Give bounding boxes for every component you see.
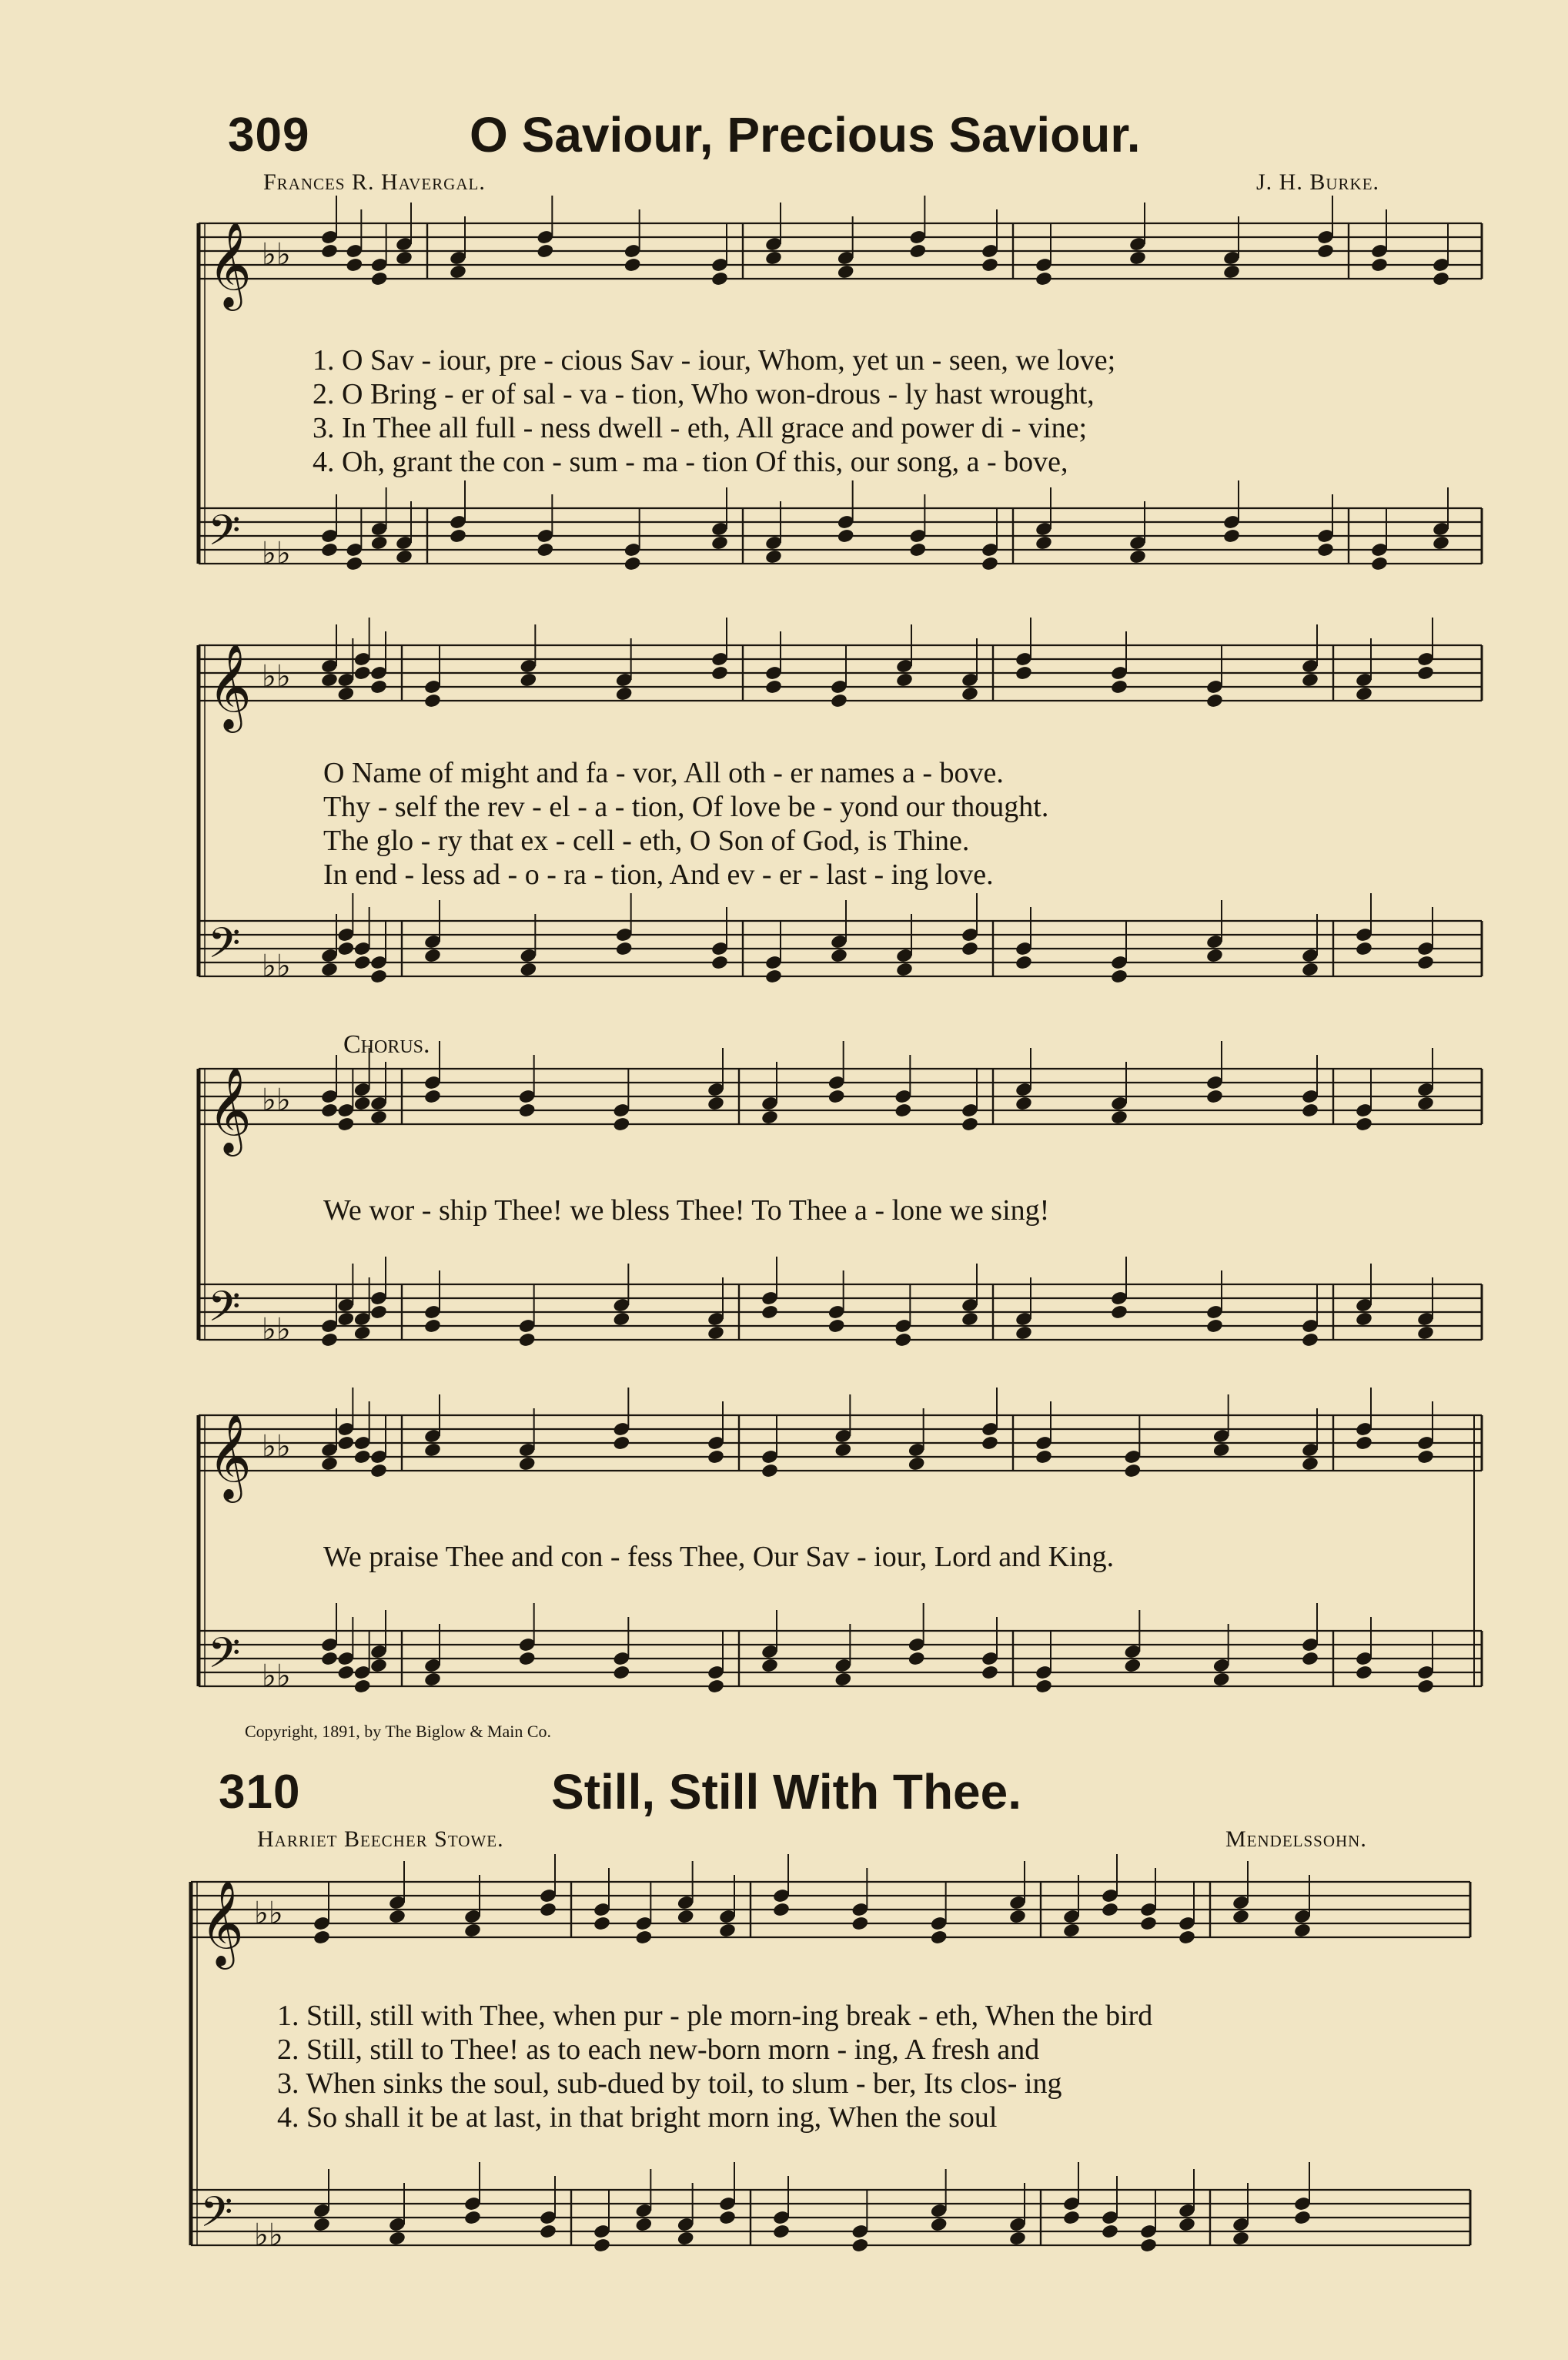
note-head <box>908 1651 926 1667</box>
hymn-310-verse-2: 2. Still, still to Thee! as to each new-born morn - ing, A fresh and <box>277 2034 1040 2066</box>
verse-1-line-2: O Name of might and fa - vor, All oth - er names a - bove. <box>323 757 1004 789</box>
note-head <box>612 1311 630 1327</box>
note-head <box>369 1463 388 1479</box>
copyright-notice: Copyright, 1891, by The Biglow & Main Co. <box>245 1722 552 1741</box>
note-head <box>1293 1923 1312 1939</box>
note-head <box>718 2210 737 2226</box>
note-head <box>423 1089 442 1105</box>
note-head <box>612 1116 630 1133</box>
note-head <box>423 1672 442 1688</box>
treble-clef-icon: 𝄞 <box>208 1066 252 1153</box>
note-head <box>370 535 389 551</box>
verse-4-line-2: In end - less ad - o - ra - tion, And ev - er - last - ing love. <box>323 859 994 891</box>
note-head <box>837 528 855 544</box>
hymn-310-verse-4: 4. So shall it be at last, in that bright morn ing, When the soul <box>277 2101 998 2134</box>
note-head <box>930 2217 948 2233</box>
note-head <box>710 665 729 681</box>
note-head <box>634 2217 653 2233</box>
note-head <box>827 1318 846 1334</box>
note-head <box>353 1096 372 1112</box>
note-head <box>336 1665 355 1681</box>
note-head <box>353 955 372 971</box>
verse-1-line-1: 1. O Sav - iour, pre - cious Sav - iour, Whom, yet un - seen, we love; <box>313 344 1116 377</box>
note-head <box>894 1103 912 1119</box>
note-head <box>1110 1304 1128 1321</box>
note-head <box>894 1332 912 1348</box>
key-signature-icon: ♭♭ <box>262 1083 291 1118</box>
note-head <box>518 1332 537 1348</box>
note-head <box>336 941 355 957</box>
note-head <box>707 1325 725 1341</box>
note-head <box>761 1304 779 1321</box>
note-head <box>463 2210 482 2226</box>
note-head <box>395 549 413 565</box>
note-head <box>369 1304 388 1321</box>
note-head <box>961 941 979 957</box>
note-head <box>1123 1463 1142 1479</box>
note-head <box>1416 1096 1435 1112</box>
verse-4-line-1: 4. Oh, grant the con - sum - ma - tion Of this, our song, a - bove, <box>313 446 1068 478</box>
note-head <box>423 693 442 709</box>
note-head <box>536 243 554 259</box>
note-head <box>830 948 848 964</box>
key-signature-icon: ♭♭ <box>262 1312 291 1347</box>
hymn-310-number: 310 <box>219 1766 301 1819</box>
note-head <box>369 679 388 695</box>
note-head <box>369 969 388 985</box>
note-head <box>981 1435 999 1451</box>
note-head <box>1355 1665 1373 1681</box>
hymn-310-composer: Mendelssohn. <box>1225 1826 1367 1852</box>
note-head <box>1416 1679 1435 1695</box>
note-head <box>353 665 372 681</box>
note-head <box>851 2238 869 2254</box>
note-head <box>345 556 363 572</box>
key-signature-icon: ♭♭ <box>262 237 291 273</box>
note-head <box>1015 1096 1033 1112</box>
note-head <box>1110 1110 1128 1126</box>
note-head <box>612 1665 630 1681</box>
note-head <box>313 1930 331 1946</box>
note-head <box>518 1103 537 1119</box>
note-head <box>1355 686 1373 702</box>
note-head <box>449 528 467 544</box>
note-head <box>320 243 339 259</box>
key-signature-icon: ♭♭ <box>254 2218 283 2253</box>
note-head <box>1355 1311 1373 1327</box>
note-head <box>981 257 999 273</box>
note-head <box>624 556 642 572</box>
note-head <box>1370 556 1389 572</box>
note-head <box>677 2231 695 2247</box>
note-head <box>593 1916 611 1932</box>
bass-clef-icon: 𝄢 <box>208 1629 241 1688</box>
note-head <box>1416 665 1435 681</box>
note-head <box>320 672 339 688</box>
note-head <box>423 1442 442 1458</box>
note-head <box>539 2224 557 2240</box>
note-head <box>1212 1442 1231 1458</box>
chorus-line-1: We wor - ship Thee! we bless Thee! To Thee a - lone we sing! <box>323 1194 1050 1227</box>
note-head <box>1110 679 1128 695</box>
note-head <box>1316 542 1335 558</box>
note-head <box>539 1902 557 1918</box>
note-head <box>961 1116 979 1133</box>
verse-3-line-2: The glo - ry that ex - cell - eth, O Son of God, is Thine. <box>323 825 970 857</box>
note-head <box>536 542 554 558</box>
bass-clef-icon: 𝄢 <box>208 919 241 978</box>
note-head <box>320 962 339 978</box>
note-head <box>772 1902 791 1918</box>
note-head <box>1035 1449 1053 1465</box>
note-head <box>369 1658 388 1674</box>
note-head <box>1101 2224 1119 2240</box>
note-head <box>1355 941 1373 957</box>
note-head <box>615 686 634 702</box>
note-head <box>930 1930 948 1946</box>
note-head <box>518 1651 537 1667</box>
hymn-310-verse-1: 1. Still, still with Thee, when pur - ple morn-ing break - eth, When the bird <box>277 2000 1153 2032</box>
key-signature-icon: ♭♭ <box>262 1429 291 1465</box>
note-head <box>1222 528 1241 544</box>
note-head <box>388 1909 406 1925</box>
note-head <box>624 257 642 273</box>
note-head <box>961 686 979 702</box>
note-head <box>1035 535 1053 551</box>
note-head <box>718 1923 737 1939</box>
note-head <box>1301 1456 1319 1472</box>
note-head <box>1355 1435 1373 1451</box>
note-head <box>423 1318 442 1334</box>
note-head <box>369 1110 388 1126</box>
note-head <box>1035 1679 1053 1695</box>
note-head <box>1008 1909 1027 1925</box>
note-head <box>353 1679 372 1695</box>
note-head <box>764 969 783 985</box>
key-signature-icon: ♭♭ <box>262 659 291 695</box>
note-head <box>764 250 783 266</box>
note-head <box>707 1679 725 1695</box>
note-head <box>336 1435 355 1451</box>
note-head <box>707 1096 725 1112</box>
note-head <box>707 1449 725 1465</box>
note-head <box>336 1311 355 1327</box>
note-head <box>615 941 634 957</box>
note-head <box>1062 1923 1081 1939</box>
note-head <box>1293 2210 1312 2226</box>
hymn-310-author: Harriet Beecher Stowe. <box>257 1826 504 1852</box>
note-head <box>353 1449 372 1465</box>
note-head <box>1301 962 1319 978</box>
note-head <box>1015 955 1033 971</box>
note-head <box>772 2224 791 2240</box>
note-head <box>388 2231 406 2247</box>
note-head <box>710 271 729 287</box>
note-head <box>827 1089 846 1105</box>
note-head <box>1355 1116 1373 1133</box>
note-head <box>1370 257 1389 273</box>
bass-clef-icon: 𝄢 <box>208 506 241 565</box>
note-head <box>1416 1449 1435 1465</box>
note-head <box>1301 1651 1319 1667</box>
note-head <box>981 1665 999 1681</box>
note-head <box>1222 264 1241 280</box>
note-head <box>1101 1902 1119 1918</box>
note-head <box>336 1116 355 1133</box>
note-head <box>313 2217 331 2233</box>
verse-3-line-1: 3. In Thee all full - ness dwell - eth, All grace and power di - vine; <box>313 412 1087 444</box>
note-head <box>1205 1318 1224 1334</box>
key-signature-icon: ♭♭ <box>262 536 291 571</box>
note-head <box>908 243 927 259</box>
note-head <box>710 955 729 971</box>
note-head <box>908 1456 926 1472</box>
hymn-310-verse-3: 3. When sinks the soul, sub-dued by toil, to slum - ber, Its clos- ing <box>277 2067 1062 2100</box>
note-head <box>345 257 363 273</box>
note-head <box>1416 1325 1435 1341</box>
note-head <box>961 1311 979 1327</box>
note-head <box>837 264 855 280</box>
key-signature-icon: ♭♭ <box>254 1896 283 1931</box>
note-head <box>1062 2210 1081 2226</box>
verse-2-line-2: Thy - self the rev - el - a - tion, Of love be - yond our thought. <box>323 791 1049 823</box>
note-head <box>1301 1332 1319 1348</box>
note-head <box>1205 693 1224 709</box>
hymn-309-number: 309 <box>228 109 310 162</box>
verse-2-line-1: 2. O Bring - er of sal - va - tion, Who won-drous - ly hast wrought, <box>313 378 1095 410</box>
note-head <box>320 1332 339 1348</box>
note-head <box>1232 1909 1250 1925</box>
treble-clef-icon: 𝄞 <box>208 643 252 729</box>
note-head <box>764 549 783 565</box>
note-head <box>463 1923 482 1939</box>
note-head <box>336 686 355 702</box>
note-head <box>449 264 467 280</box>
hymn-310-title: Still, Still With Thee. <box>551 1764 1021 1819</box>
note-head <box>1123 1658 1142 1674</box>
note-head <box>764 679 783 695</box>
key-signature-icon: ♭♭ <box>262 1659 291 1694</box>
note-head <box>370 271 389 287</box>
note-head <box>834 1672 852 1688</box>
note-head <box>1432 271 1450 287</box>
bass-clef-icon: 𝄢 <box>208 1282 241 1341</box>
note-head <box>634 1930 653 1946</box>
note-head <box>830 693 848 709</box>
note-head <box>423 948 442 964</box>
note-head <box>1128 250 1147 266</box>
note-head <box>834 1442 852 1458</box>
note-head <box>519 672 537 688</box>
note-head <box>1301 672 1319 688</box>
hymn-309-title: O Saviour, Precious Saviour. <box>470 107 1141 162</box>
note-head <box>519 962 537 978</box>
note-head <box>1301 1103 1319 1119</box>
note-head <box>895 962 914 978</box>
note-head <box>1205 1089 1224 1105</box>
note-head <box>1178 1930 1196 1946</box>
chorus-label: Chorus. <box>343 1030 430 1059</box>
note-head <box>1008 2231 1027 2247</box>
note-head <box>353 1325 372 1341</box>
note-head <box>518 1456 537 1472</box>
note-head <box>1015 1325 1033 1341</box>
note-head <box>1416 955 1435 971</box>
note-head <box>710 535 729 551</box>
treble-clef-icon: 𝄞 <box>208 221 252 307</box>
note-head <box>761 1658 779 1674</box>
note-head <box>1316 243 1335 259</box>
note-head <box>320 1651 339 1667</box>
note-head <box>1035 271 1053 287</box>
bass-clef-icon: 𝄢 <box>200 2188 233 2247</box>
note-head <box>1015 665 1033 681</box>
treble-clef-icon: 𝄞 <box>208 1413 252 1499</box>
note-head <box>1128 549 1147 565</box>
hymn-309-composer: J. H. Burke. <box>1256 169 1380 195</box>
note-head <box>320 542 339 558</box>
treble-clef-icon: 𝄞 <box>200 1880 244 1966</box>
note-head <box>612 1435 630 1451</box>
note-head <box>395 250 413 266</box>
chorus-line-2: We praise Thee and con - fess Thee, Our Sav - iour, Lord and King. <box>323 1541 1115 1573</box>
note-head <box>761 1463 779 1479</box>
hymn-309-author: Frances R. Havergal. <box>263 169 486 195</box>
note-head <box>908 542 927 558</box>
note-head <box>1139 2238 1158 2254</box>
note-head <box>981 556 999 572</box>
note-head <box>1432 535 1450 551</box>
note-head <box>851 1916 869 1932</box>
note-head <box>1110 969 1128 985</box>
note-head <box>320 1103 339 1119</box>
note-head <box>761 1110 779 1126</box>
note-head <box>1139 1916 1158 1932</box>
note-head <box>677 1909 695 1925</box>
note-head <box>593 2238 611 2254</box>
note-head <box>320 1456 339 1472</box>
key-signature-icon: ♭♭ <box>262 949 291 984</box>
note-head <box>1178 2217 1196 2233</box>
note-head <box>1205 948 1224 964</box>
note-head <box>1232 2231 1250 2247</box>
note-head <box>1212 1672 1231 1688</box>
note-head <box>895 672 914 688</box>
